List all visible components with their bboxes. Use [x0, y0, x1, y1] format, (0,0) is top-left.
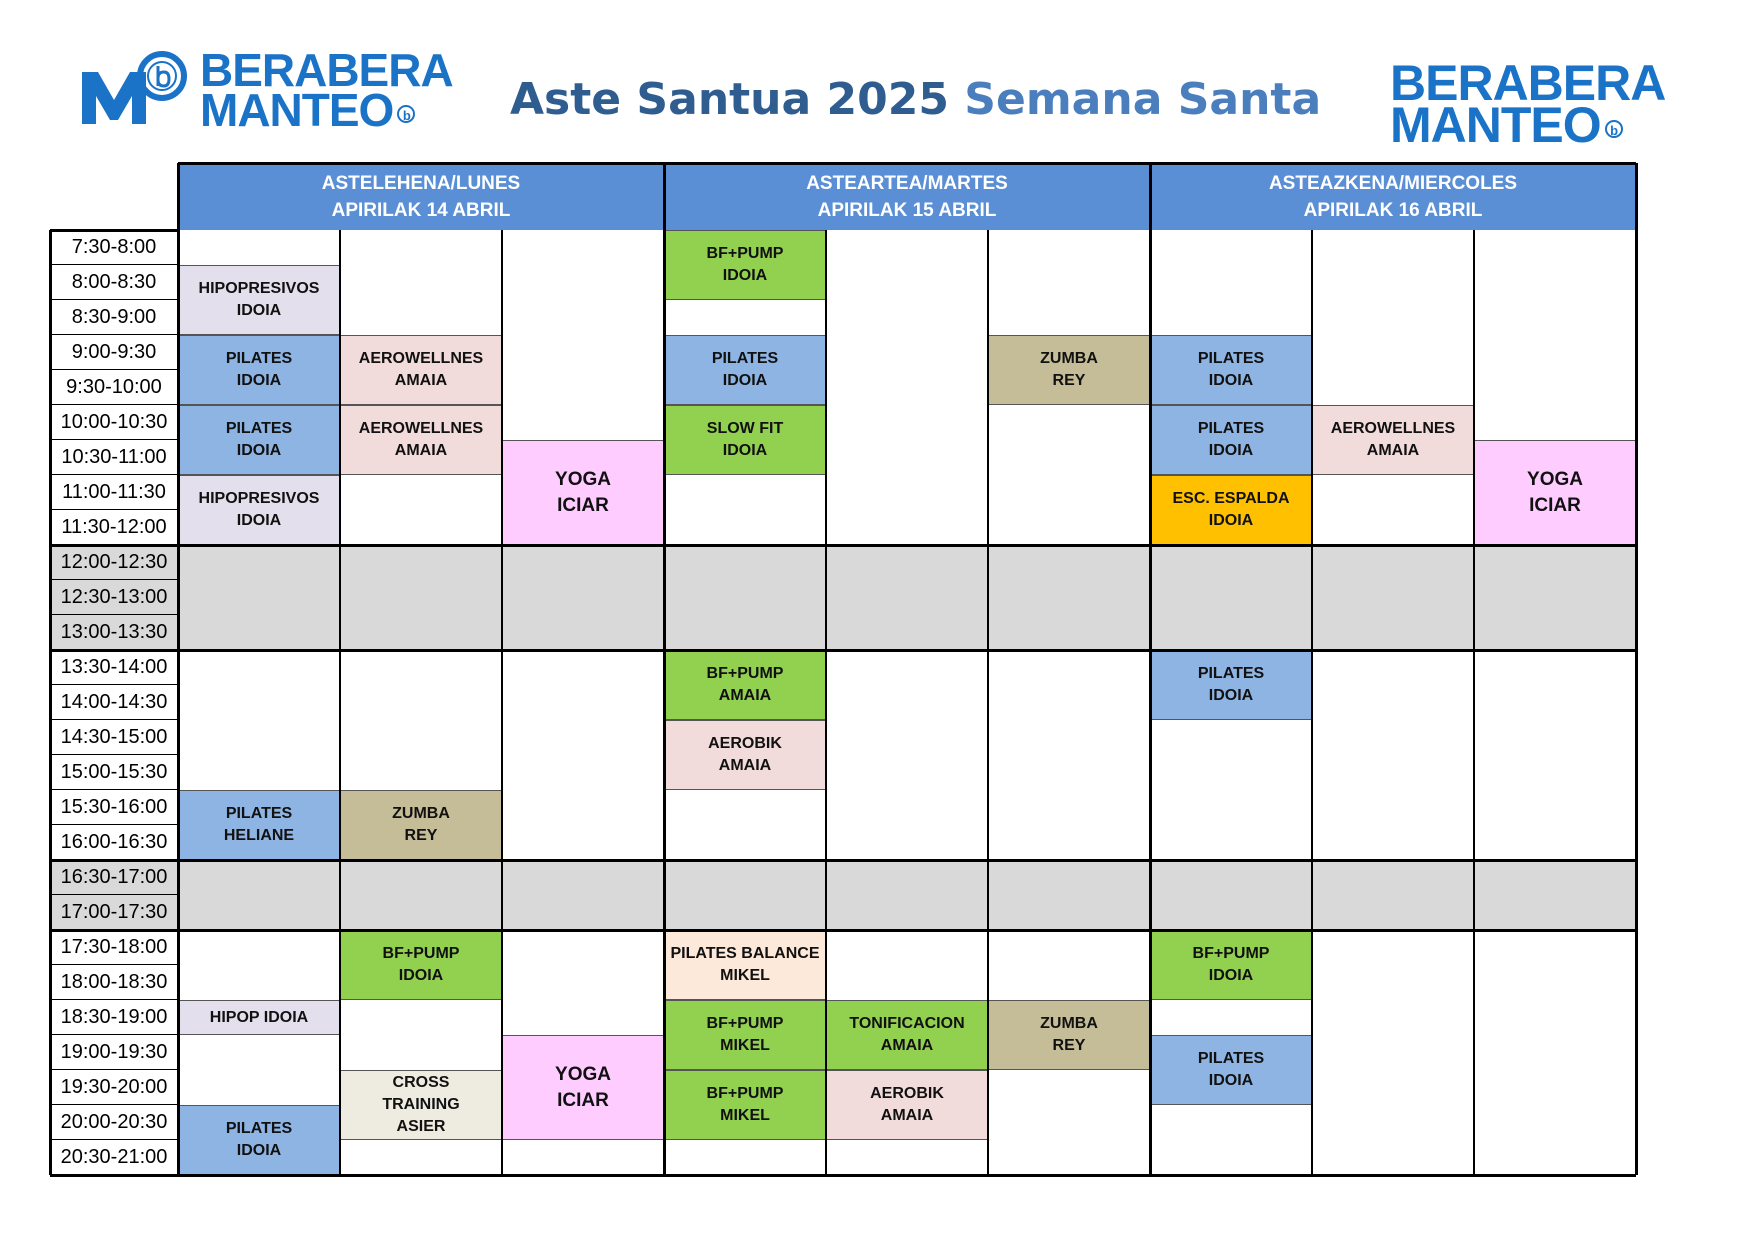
- class-block: [340, 930, 502, 1000]
- class-text: AMAIA: [394, 372, 448, 389]
- brand-name-line1: BERABERA: [200, 44, 453, 96]
- brand-badge-icon: b: [397, 105, 415, 123]
- class-text: IDOIA: [1208, 372, 1254, 389]
- class-block: [178, 1105, 340, 1175]
- class-text: IDOIA: [722, 442, 768, 459]
- class-text: PILATES: [225, 420, 293, 437]
- class-text: REY: [1052, 372, 1086, 389]
- class-block: [826, 1000, 988, 1070]
- class-text: BF+PUMP: [706, 245, 784, 262]
- class-text: AMAIA: [394, 442, 448, 459]
- class-block: [502, 1035, 664, 1140]
- class-text: AEROWELLNES: [1330, 420, 1456, 437]
- time-label: 8:30-9:00: [71, 305, 157, 328]
- time-label: 19:30-20:00: [60, 1075, 168, 1098]
- class-block: [664, 930, 826, 1000]
- grid-line: [50, 929, 1636, 932]
- class-block: [826, 1070, 988, 1140]
- time-slot: [50, 895, 178, 930]
- grid-line: [50, 649, 1636, 652]
- class-block: [178, 790, 340, 860]
- class-text: IDOIA: [1208, 512, 1254, 529]
- time-slot: [50, 545, 178, 580]
- class-text: ASIER: [396, 1118, 446, 1135]
- time-label: 14:30-15:00: [60, 725, 168, 748]
- time-slot: [50, 615, 178, 650]
- time-label: 17:00-17:30: [60, 900, 168, 923]
- time-label: 9:30-10:00: [66, 375, 162, 398]
- class-block: [340, 790, 502, 860]
- time-label: 18:00-18:30: [60, 970, 168, 993]
- day-name: ASTEARTEA/MARTES: [806, 172, 1008, 194]
- time-label: 16:30-17:00: [60, 865, 168, 888]
- time-label: 12:30-13:00: [60, 585, 168, 608]
- grid-line: [1311, 230, 1313, 1175]
- time-slot: [50, 475, 178, 510]
- class-text: YOGA: [555, 468, 611, 490]
- class-block: [178, 335, 340, 405]
- class-text: CROSS: [392, 1074, 450, 1091]
- logo-right: [1390, 55, 1666, 153]
- class-text: IDOIA: [236, 1142, 282, 1159]
- time-slot: [50, 1140, 178, 1175]
- class-text: MIKEL: [720, 1107, 770, 1124]
- class-block: [664, 650, 826, 720]
- brand-name-line2: MANTEO: [1390, 97, 1601, 153]
- class-text: IDOIA: [236, 442, 282, 459]
- class-block: [664, 335, 826, 405]
- grid-line: [50, 229, 178, 232]
- class-text: BF+PUMP: [706, 1085, 784, 1102]
- class-block: [1150, 1035, 1312, 1105]
- class-text: ICIAR: [557, 1089, 609, 1111]
- time-slot: [50, 300, 178, 335]
- time-label: 9:00-9:30: [71, 340, 157, 363]
- class-text: SLOW FIT: [706, 420, 784, 437]
- class-block: [1150, 475, 1312, 545]
- brand-badge-icon: b: [1605, 120, 1623, 138]
- class-block: [1312, 405, 1474, 475]
- class-text: MIKEL: [720, 967, 770, 984]
- day-name: ASTELEHENA/LUNES: [321, 172, 521, 194]
- logo-left: [80, 44, 460, 136]
- time-label: 16:00-16:30: [60, 830, 168, 853]
- time-slot: [50, 580, 178, 615]
- class-text: HIPOP IDOIA: [209, 1008, 309, 1026]
- time-slot: [50, 230, 178, 265]
- grid-line: [825, 230, 827, 1175]
- class-block: [340, 335, 502, 405]
- day-date: APIRILAK 16 ABRIL: [1303, 199, 1483, 221]
- grid-line: [49, 230, 52, 1175]
- class-block: [178, 405, 340, 475]
- class-text: IDOIA: [722, 372, 768, 389]
- brand-name-line2: MANTEO: [200, 84, 394, 136]
- class-text: BF+PUMP: [1192, 945, 1270, 962]
- time-label: 15:00-15:30: [60, 760, 168, 783]
- class-text: AEROBIK: [708, 735, 782, 752]
- class-block: [178, 1000, 340, 1035]
- class-text: PILATES: [225, 1120, 293, 1137]
- class-text: AMAIA: [880, 1037, 934, 1054]
- grid-line: [987, 230, 989, 1175]
- class-text: PILATES: [225, 805, 293, 822]
- class-text: PILATES: [1197, 420, 1265, 437]
- class-text: AEROWELLNES: [358, 420, 484, 437]
- grid-line: [1149, 163, 1152, 1175]
- time-slot: [50, 265, 178, 300]
- class-text: BF+PUMP: [706, 665, 784, 682]
- time-slot: [50, 1035, 178, 1070]
- title-basque: Aste Santua 2025: [510, 74, 949, 125]
- grid-line: [1635, 163, 1638, 1175]
- time-label: 11:30-12:00: [61, 515, 167, 538]
- class-text: IDOIA: [398, 967, 444, 984]
- time-label: 11:00-11:30: [62, 480, 166, 503]
- class-text: PILATES: [711, 350, 779, 367]
- mb-logo-icon: [80, 50, 190, 130]
- class-text: AMAIA: [718, 757, 772, 774]
- grid-line: [50, 1174, 1636, 1177]
- class-block: [664, 1000, 826, 1070]
- class-text: BF+PUMP: [706, 1015, 784, 1032]
- class-text: ZUMBA: [392, 805, 450, 822]
- time-slot: [50, 335, 178, 370]
- time-label: 14:00-14:30: [60, 690, 168, 713]
- time-label: 12:00-12:30: [60, 550, 168, 573]
- class-text: AEROBIK: [870, 1085, 944, 1102]
- time-slot: [50, 510, 178, 545]
- class-text: PILATES BALANCE: [670, 945, 820, 962]
- grid-line: [177, 163, 180, 1175]
- class-text: HIPOPRESIVOS: [198, 280, 320, 297]
- time-slot: [50, 1105, 178, 1140]
- time-slot: [50, 1070, 178, 1105]
- day-date: APIRILAK 15 ABRIL: [817, 199, 997, 221]
- class-block: [1150, 405, 1312, 475]
- time-slot: [50, 405, 178, 440]
- time-label: 7:30-8:00: [71, 235, 157, 258]
- time-slot: [50, 790, 178, 825]
- class-text: TRAINING: [382, 1096, 460, 1113]
- time-label: 15:30-16:00: [60, 795, 168, 818]
- time-slot: [50, 370, 178, 405]
- class-text: AMAIA: [1366, 442, 1420, 459]
- grid-line: [1473, 230, 1475, 1175]
- class-text: ICIAR: [1529, 494, 1581, 516]
- class-text: ICIAR: [557, 494, 609, 516]
- day-header: [178, 163, 664, 230]
- class-block: [1474, 440, 1636, 545]
- class-block: [502, 440, 664, 545]
- class-text: REY: [1052, 1037, 1086, 1054]
- time-slot: [50, 965, 178, 1000]
- class-block: [664, 1070, 826, 1140]
- time-slot: [50, 755, 178, 790]
- page-title: [510, 70, 1321, 130]
- brand-name-line1: BERABERA: [1390, 55, 1666, 111]
- class-block: [1150, 650, 1312, 720]
- time-label: 13:30-14:00: [60, 655, 168, 678]
- class-text: ESC. ESPALDA: [1172, 490, 1290, 507]
- grid-line: [663, 163, 666, 1175]
- class-text: IDOIA: [236, 512, 282, 529]
- class-text: IDOIA: [1208, 687, 1254, 704]
- class-text: PILATES: [1197, 1050, 1265, 1067]
- time-slot: [50, 650, 178, 685]
- time-label: 17:30-18:00: [60, 935, 168, 958]
- grid-line: [339, 230, 341, 1175]
- break-band: [178, 545, 1636, 650]
- time-slot: [50, 860, 178, 895]
- class-text: PILATES: [225, 350, 293, 367]
- time-label: 18:30-19:00: [60, 1005, 168, 1028]
- class-text: HIPOPRESIVOS: [198, 490, 320, 507]
- class-text: AEROWELLNES: [358, 350, 484, 367]
- class-text: AMAIA: [718, 687, 772, 704]
- class-text: IDOIA: [1208, 442, 1254, 459]
- class-block: [988, 335, 1150, 405]
- class-text: IDOIA: [722, 267, 768, 284]
- class-text: PILATES: [1197, 665, 1265, 682]
- time-slot: [50, 685, 178, 720]
- class-text: HELIANE: [223, 827, 295, 844]
- grid-line: [178, 162, 1636, 165]
- class-block: [664, 230, 826, 300]
- class-text: TONIFICACION: [849, 1015, 965, 1032]
- class-block: [178, 475, 340, 545]
- class-text: YOGA: [555, 1063, 611, 1085]
- class-text: AMAIA: [880, 1107, 934, 1124]
- class-text: IDOIA: [236, 302, 282, 319]
- grid-line: [50, 544, 1636, 547]
- time-label: 20:00-20:30: [60, 1110, 168, 1133]
- class-block: [664, 405, 826, 475]
- time-slot: [50, 825, 178, 860]
- time-label: 10:00-10:30: [60, 410, 168, 433]
- class-block: [664, 720, 826, 790]
- time-slot: [50, 930, 178, 965]
- time-label: 10:30-11:00: [61, 445, 167, 468]
- day-header: [664, 163, 1150, 230]
- class-text: BF+PUMP: [382, 945, 460, 962]
- time-slot: [50, 720, 178, 755]
- class-text: IDOIA: [1208, 1072, 1254, 1089]
- break-band: [178, 860, 1636, 930]
- day-name: ASTEAZKENA/MIERCOLES: [1268, 172, 1518, 194]
- time-label: 8:00-8:30: [71, 270, 157, 293]
- class-block: [178, 265, 340, 335]
- class-block: [1150, 930, 1312, 1000]
- class-text: REY: [404, 827, 438, 844]
- title-spanish: Semana Santa: [964, 74, 1322, 125]
- class-text: ZUMBA: [1040, 1015, 1098, 1032]
- class-block: [988, 1000, 1150, 1070]
- grid-line: [50, 859, 1636, 862]
- time-slot: [50, 1000, 178, 1035]
- class-block: [340, 1070, 502, 1140]
- day-header: [1150, 163, 1636, 230]
- class-text: IDOIA: [236, 372, 282, 389]
- class-block: [340, 405, 502, 475]
- time-slot: [50, 440, 178, 475]
- class-block: [1150, 335, 1312, 405]
- time-label: 20:30-21:00: [60, 1145, 168, 1168]
- class-text: MIKEL: [720, 1037, 770, 1054]
- class-text: PILATES: [1197, 350, 1265, 367]
- time-label: 13:00-13:30: [60, 620, 168, 643]
- time-label: 19:00-19:30: [60, 1040, 168, 1063]
- day-date: APIRILAK 14 ABRIL: [331, 199, 511, 221]
- class-text: ZUMBA: [1040, 350, 1098, 367]
- class-text: YOGA: [1527, 468, 1583, 490]
- grid-line: [501, 230, 503, 1175]
- class-text: IDOIA: [1208, 967, 1254, 984]
